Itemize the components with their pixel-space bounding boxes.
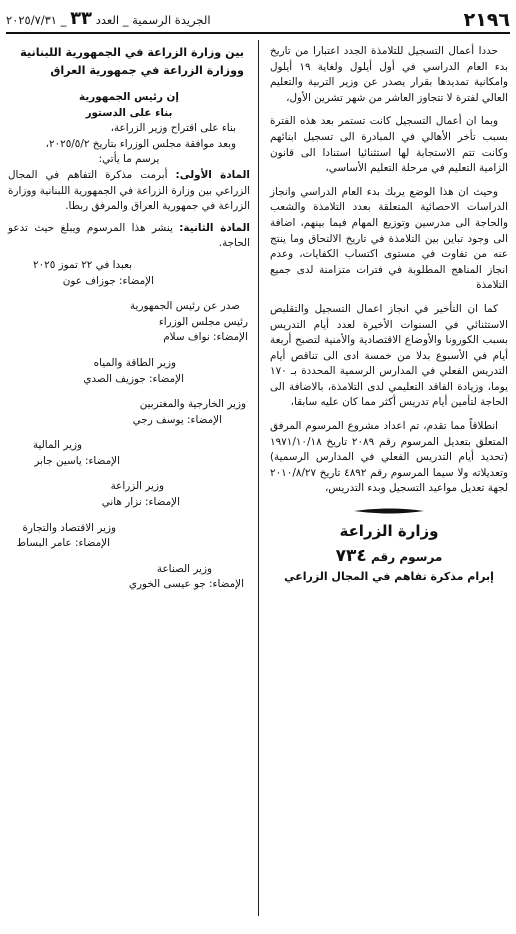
issued-by: صدر عن رئيس الجمهورية bbox=[129, 300, 240, 313]
decree-subject: إبرام مذكرة تفاهم في المجال الزراعي bbox=[284, 570, 494, 584]
decrees-line: يرسم ما يأتي: bbox=[98, 153, 160, 166]
finance-minister-title: وزير المالية bbox=[32, 439, 82, 452]
signature-pm: الإمضاء: نواف سلام bbox=[163, 331, 248, 344]
title-line-1: بين وزارة الزراعة في الجمهورية اللبنانية bbox=[20, 46, 244, 59]
president-heading: إن رئيس الجمهورية bbox=[79, 91, 179, 103]
paragraph: وبما ان أعمال التسجيل كانت تستمر بعد هذه الفترة بسبب تأخر الأهالي في المبادرة الى تسجيل ابنائهم وكانت تتم الاستجابة لها استثنائيا استنادا الى قانون الزامية التعليم في مرحلة التعليم الأساسي، bbox=[270, 115, 508, 175]
article-2 bbox=[8, 221, 250, 252]
signature-industry: الإمضاء: جو عيسى الخوري bbox=[128, 578, 244, 591]
decree-heading bbox=[270, 547, 508, 566]
constitution-line: بناء على الدستور bbox=[85, 106, 173, 119]
economy-minister-title: وزير الاقتصاد والتجارة bbox=[22, 521, 116, 534]
article-1-text: أبرمت مذكرة التفاهم في المجال الزراعي بين وزارة الزراعة في الجمهورية اللبنانية ووزارة الزراعة في جمهورية العراق والمرفق ربطا. bbox=[8, 168, 250, 213]
agriculture-minister-title: وزير الزراعة bbox=[110, 480, 164, 493]
article-1-label: المادة الأولى: bbox=[175, 168, 250, 181]
right-column bbox=[270, 44, 508, 585]
decree-label: مرسوم رقم bbox=[370, 550, 443, 565]
gazette-masthead bbox=[6, 9, 211, 32]
approval-line: وبعد موافقة مجلس الوزراء بتاريخ ٢٠٢٥/٥/٢، bbox=[45, 137, 236, 150]
signature-finance: الإمضاء: ياسين جابر bbox=[34, 454, 120, 467]
paragraph: كما ان التأخير في انجاز اعمال التسجيل والتقليص الاستثنائي في السنوات الأخيرة لعدد أيام التدريس بسبب الكورونا والأوضاع الاقتصادية والأمنية لتصبح أربعة أيام في الأسبوع بدلا من خمسة ادى الى تناقص أيام التدريس الفعلي في المدارس الرسمية المحددة بـ ١٧٠ يوما، وزيادة الفاقد التعليمي لدى التلامذة، بالاضافة الى الحاجة لتأمين أيام تدريس أكثر مما كان عليه سابقا، bbox=[270, 302, 508, 409]
paragraph: وحيث ان هذا الوضع يربك بدء العام الدراسي وانجاز الدراسات الاحصائية المتعلقة بعدد التلامذة والشعب والحاجة الى مدرسين وتوزيع المهام فيما بينهم، اضافة الى وجود تباين بين التلامذة في تاريخ الالتحاق وما ينتج عنه من تفاوت في مستوى اكتساب الكفايات، وعدم انجاز المناهج المطلوبة في فترات متزامنة لدى جميع التلامذة bbox=[270, 185, 508, 292]
issue-date: _ ٢٠٢٥/٧/٣١ bbox=[6, 13, 67, 27]
signature-president: الإمضاء: جوزاف عون bbox=[62, 274, 154, 287]
paragraph: انطلاقاً مما تقدم، تم اعداد مشروع المرسوم المرفق المتعلق بتعديل المرسوم رقم ٢٠٨٩ تاريخ ١٩٧١/١٠/١٨ (تحديد أيام التدريس الفعلي في المدارس الرسمية) وتعديلاته ولا سيما المرسوم رقم ٤٨٩٢ تاريخ ٢٠١٠/٨/٢٧ لجهة تعديل مواعيد التسجيل وبدء التدريس، bbox=[270, 420, 509, 495]
decree-number: ٧٣٤ bbox=[335, 546, 367, 567]
article-2-label: المادة الثانية: bbox=[179, 221, 250, 234]
signature-foreign: الإمضاء: يوسف رجي bbox=[132, 413, 222, 426]
page-number: ٢١٩٦ bbox=[463, 9, 510, 31]
title-line-2: ووزارة الزراعة في جمهورية العراق bbox=[50, 64, 244, 77]
date-line: بعبدا في ٢٢ تموز ٢٠٢٥ bbox=[32, 258, 132, 271]
gazette-name: الجريدة الرسمية _ العدد bbox=[95, 13, 211, 27]
ornament-divider bbox=[354, 507, 424, 515]
pm-title: رئيس مجلس الوزراء bbox=[158, 315, 248, 328]
energy-minister-title: وزير الطاقة والمياه bbox=[93, 356, 176, 369]
foreign-minister-title: وزير الخارجية والمغتربين bbox=[139, 398, 246, 411]
article-1 bbox=[8, 168, 250, 215]
page-header bbox=[6, 6, 510, 34]
signature-economy: الإمضاء: عامر البساط bbox=[16, 537, 110, 550]
column-divider bbox=[258, 40, 259, 916]
paragraph: حددا أعمال التسجيل للتلامذة الجدد اعتبارا من تاريخ بدء العام الدراسي في أول أيلول ولغاية ١٩ أيلول وامكانية تمديدها بقرار يصدر عن وزير التربية والتعليم العالي لفترة لا تتجاوز العاشر من شهر تشرين الأول، bbox=[270, 45, 508, 104]
signature-energy: الإمضاء: جوزيف الصدي bbox=[83, 372, 184, 385]
industry-minister-title: وزير الصناعة bbox=[156, 562, 212, 575]
signature-agriculture: الإمضاء: نزار هاني bbox=[101, 496, 180, 509]
issue-number: ٣٣ bbox=[70, 8, 93, 29]
article-2-text: ينشر هذا المرسوم ويبلغ حيث تدعو الحاجة. bbox=[8, 221, 250, 250]
proposal-line: بناء على اقتراح وزير الزراعة، bbox=[110, 122, 236, 135]
section-title: وزارة الزراعة bbox=[339, 522, 439, 541]
left-column bbox=[8, 44, 250, 593]
